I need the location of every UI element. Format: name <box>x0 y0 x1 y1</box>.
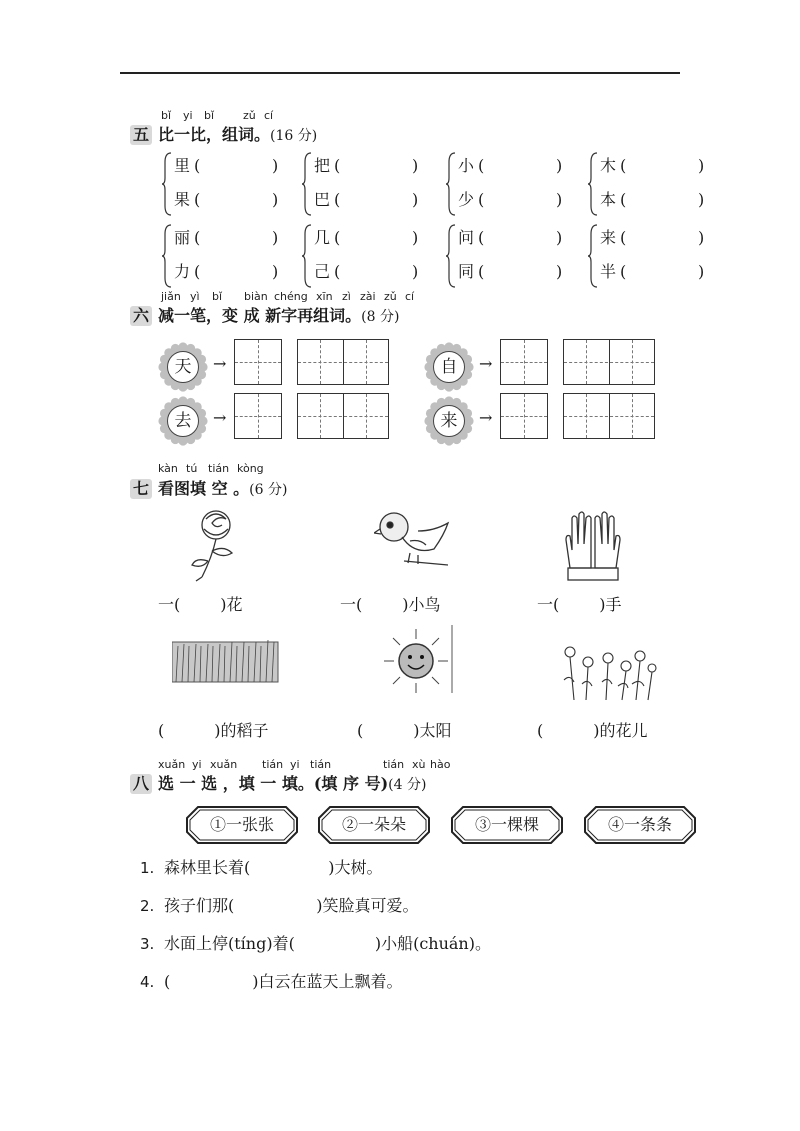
pair-char: 丽 <box>174 228 191 247</box>
paren-open: ( <box>194 156 201 175</box>
question-before: 森林里长着( <box>164 858 251 877</box>
section-title <box>130 122 317 145</box>
source-character <box>424 396 474 446</box>
top-rule <box>120 72 680 74</box>
brace-icon <box>446 224 456 288</box>
section-score: (4 分) <box>388 777 427 793</box>
paren-close: ) <box>272 228 279 247</box>
pinyin: jiǎn <box>161 290 181 303</box>
pinyin: cí <box>264 109 274 122</box>
option-label: ④一条条 <box>607 815 672 834</box>
paren-close: ) <box>698 262 705 281</box>
section-title-text: 减一笔，变 成 新字再组词。 <box>158 306 362 325</box>
pinyin: xuǎn <box>158 758 186 771</box>
paren-close: ) <box>272 156 279 175</box>
paren-open: ( <box>194 262 201 281</box>
question-before: 孩子们那( <box>164 896 235 915</box>
word-pair <box>162 150 312 222</box>
word-pair <box>302 222 452 294</box>
pair-char: 把 <box>314 156 331 175</box>
pinyin: zài <box>360 290 376 303</box>
paren-open: ( <box>334 262 341 281</box>
word-pair <box>588 222 738 294</box>
caption-prefix: 一( <box>537 595 560 614</box>
pair-char: 几 <box>314 228 331 247</box>
option-tag <box>451 806 563 844</box>
option-tag <box>584 806 696 844</box>
pair-row <box>600 187 704 210</box>
section-number: 七 <box>130 479 152 499</box>
pinyin: yì <box>190 290 200 303</box>
pinyin: zǔ <box>243 109 256 122</box>
brace-icon <box>302 152 312 216</box>
section-number: 八 <box>130 774 152 794</box>
pinyin: kòng <box>237 462 264 475</box>
word-pair <box>446 150 596 222</box>
pair-char: 问 <box>458 228 475 247</box>
pair-char: 己 <box>314 262 331 281</box>
section-number: 六 <box>130 306 152 326</box>
new-char-box[interactable] <box>234 393 282 439</box>
paren-close: ) <box>412 228 419 247</box>
paren-close: ) <box>556 262 563 281</box>
pair-row <box>314 259 418 282</box>
question-number: 1. <box>140 859 155 877</box>
pinyin: cí <box>405 290 415 303</box>
paren-open: ( <box>334 228 341 247</box>
picture-caption <box>537 592 622 615</box>
source-char-text: 天 <box>174 357 192 377</box>
section-score: (8 分) <box>361 309 400 325</box>
brace-icon <box>446 152 456 216</box>
paren-close: ) <box>556 156 563 175</box>
paren-close: ) <box>556 190 563 209</box>
paren-open: ( <box>334 156 341 175</box>
brace-icon <box>302 224 312 288</box>
pinyin: xù <box>412 758 426 771</box>
pair-row <box>458 225 562 248</box>
caption-prefix: 一( <box>340 595 363 614</box>
source-char-text: 来 <box>440 411 458 431</box>
caption-suffix: )小鸟 <box>402 595 441 614</box>
question-number: 2. <box>140 897 155 915</box>
picture-caption <box>537 718 648 741</box>
pair-char: 小 <box>458 156 475 175</box>
sun-icon <box>380 625 456 697</box>
paren-close: ) <box>698 190 705 209</box>
new-char-box[interactable] <box>234 339 282 385</box>
pinyin: kàn <box>158 462 178 475</box>
pinyin: tián <box>383 758 405 771</box>
pair-row <box>600 259 704 282</box>
paren-close: ) <box>412 190 419 209</box>
arrow-icon: → <box>213 354 227 373</box>
pair-char: 果 <box>174 190 191 209</box>
caption-prefix: 一( <box>158 595 181 614</box>
pair-row <box>458 187 562 210</box>
pinyin: tián <box>208 462 230 475</box>
pair-char: 本 <box>600 190 617 209</box>
pinyin: tú <box>186 462 198 475</box>
question-before: 水面上停(tíng)着( <box>164 934 295 953</box>
question-after: )小船(chuán)。 <box>374 934 491 953</box>
rice-field-icon <box>172 636 280 684</box>
paren-open: ( <box>478 228 485 247</box>
pair-row <box>600 225 704 248</box>
word-pair <box>162 222 312 294</box>
pair-char: 半 <box>600 262 617 281</box>
question-after: )白云在蓝天上飘着。 <box>252 972 403 991</box>
source-character <box>424 342 474 392</box>
question-item <box>140 893 419 916</box>
pinyin: xīn <box>316 290 333 303</box>
question-item <box>140 931 491 954</box>
brace-icon <box>162 224 172 288</box>
pair-row <box>314 153 418 176</box>
word-box[interactable] <box>563 339 655 385</box>
source-char-text: 自 <box>440 357 458 377</box>
hands-icon <box>562 510 624 582</box>
caption-prefix: ( <box>158 721 165 740</box>
pair-char: 来 <box>600 228 617 247</box>
section-score: (6 分) <box>249 482 288 498</box>
paren-open: ( <box>334 190 341 209</box>
picture-caption <box>158 592 243 615</box>
pair-row <box>174 153 278 176</box>
pinyin: bǐ <box>161 109 172 122</box>
word-pair <box>588 150 738 222</box>
pair-row <box>314 187 418 210</box>
word-box[interactable] <box>563 393 655 439</box>
pair-char: 力 <box>174 262 191 281</box>
source-character <box>158 342 208 392</box>
paren-close: ) <box>412 262 419 281</box>
picture-caption <box>340 592 441 615</box>
arrow-icon: → <box>213 408 227 427</box>
pinyin: tián <box>262 758 284 771</box>
section-title-text: 比一比，组词。 <box>158 125 271 144</box>
section-title <box>130 771 426 794</box>
pinyin: zǔ <box>384 290 397 303</box>
new-char-box[interactable] <box>500 393 548 439</box>
arrow-icon: → <box>479 408 493 427</box>
question-item <box>140 969 403 992</box>
paren-open: ( <box>194 190 201 209</box>
paren-close: ) <box>412 156 419 175</box>
question-after: )大树。 <box>328 858 383 877</box>
paren-open: ( <box>194 228 201 247</box>
pair-row <box>174 225 278 248</box>
section-title <box>130 476 287 499</box>
word-pair <box>446 222 596 294</box>
pair-row <box>174 187 278 210</box>
paren-close: ) <box>556 228 563 247</box>
word-box[interactable] <box>297 339 389 385</box>
paren-open: ( <box>620 262 627 281</box>
section-title-text: 看图填 空 。 <box>158 479 250 498</box>
pinyin: yi <box>183 109 193 122</box>
pair-char: 同 <box>458 262 475 281</box>
caption-suffix: )太阳 <box>413 721 452 740</box>
pair-char: 少 <box>458 190 475 209</box>
question-item <box>140 855 383 878</box>
paren-close: ) <box>698 228 705 247</box>
caption-prefix: ( <box>537 721 544 740</box>
word-pair <box>302 150 452 222</box>
arrow-icon: → <box>479 354 493 373</box>
paren-open: ( <box>620 156 627 175</box>
paren-open: ( <box>478 156 485 175</box>
pair-char: 里 <box>174 156 191 175</box>
caption-suffix: )的稻子 <box>214 721 269 740</box>
pinyin: chéng <box>274 290 308 303</box>
section-score: (16 分) <box>270 128 318 144</box>
pinyin: yi <box>290 758 300 771</box>
bird-icon <box>374 505 452 581</box>
option-tag <box>186 806 298 844</box>
pinyin: yi <box>192 758 202 771</box>
source-char-text: 去 <box>174 411 192 431</box>
question-after: )笑脸真可爱。 <box>316 896 419 915</box>
pair-row <box>458 153 562 176</box>
caption-prefix: ( <box>357 721 364 740</box>
pinyin: bǐ <box>212 290 223 303</box>
question-number: 3. <box>140 935 155 953</box>
brace-icon <box>588 152 598 216</box>
section-title-text: 选 一 选 ，填 一 填。(填 序 号) <box>158 774 389 793</box>
section-title <box>130 303 399 326</box>
pair-char: 巴 <box>314 190 331 209</box>
pinyin: biàn <box>244 290 268 303</box>
pair-row <box>600 153 704 176</box>
rose-icon <box>188 505 246 583</box>
source-character <box>158 396 208 446</box>
brace-icon <box>162 152 172 216</box>
question-before: ( <box>164 972 171 991</box>
paren-close: ) <box>272 190 279 209</box>
new-char-box[interactable] <box>500 339 548 385</box>
pair-row <box>458 259 562 282</box>
option-label: ②一朵朵 <box>341 815 406 834</box>
paren-close: ) <box>272 262 279 281</box>
word-box[interactable] <box>297 393 389 439</box>
paren-open: ( <box>620 228 627 247</box>
caption-suffix: )的花儿 <box>593 721 648 740</box>
question-number: 4. <box>140 973 155 991</box>
picture-caption <box>357 718 452 741</box>
caption-suffix: )花 <box>220 595 243 614</box>
pair-row <box>314 225 418 248</box>
flowers-icon <box>556 640 660 702</box>
paren-open: ( <box>478 262 485 281</box>
option-tag <box>318 806 430 844</box>
pinyin: xuǎn <box>210 758 238 771</box>
option-label: ①一张张 <box>209 815 274 834</box>
paren-open: ( <box>478 190 485 209</box>
brace-icon <box>588 224 598 288</box>
pair-char: 木 <box>600 156 617 175</box>
pair-row <box>174 259 278 282</box>
pinyin: tián <box>310 758 332 771</box>
option-label: ③一棵棵 <box>474 815 539 834</box>
pinyin: bǐ <box>204 109 215 122</box>
pinyin: hào <box>430 758 451 771</box>
section-number: 五 <box>130 125 152 145</box>
paren-close: ) <box>698 156 705 175</box>
caption-suffix: )手 <box>599 595 622 614</box>
paren-open: ( <box>620 190 627 209</box>
pinyin: zì <box>342 290 351 303</box>
picture-caption <box>158 718 269 741</box>
